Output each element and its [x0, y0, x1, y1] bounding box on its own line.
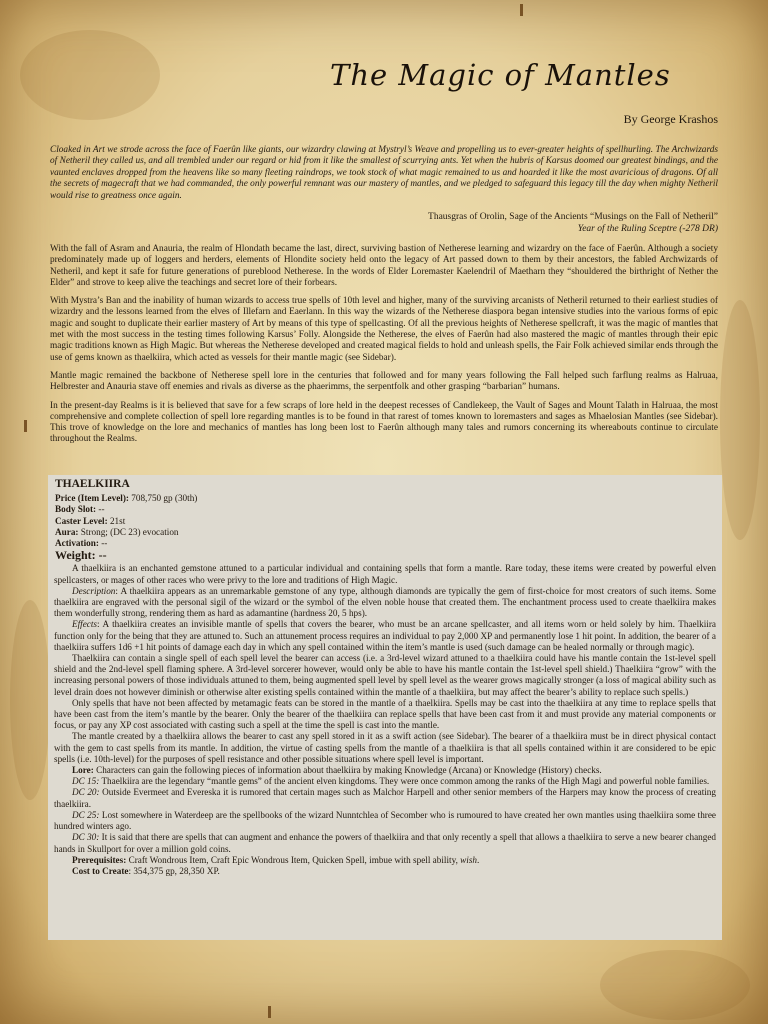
- prerequisites-wish: wish: [460, 854, 478, 865]
- dc25-label: DC 25:: [72, 809, 100, 820]
- sidebar-paragraph: A thaelkiira is an enchanted gemstone attuned to a particular individual and containing spells that form a mantle. Rare today, these items were created by powerful elven spellcasters, or mages of other races who were privy to the lore and traditions of High Magic.: [54, 563, 716, 585]
- effects-text: : A thaelkiira creates an invisible mantle of spells that covers the bearer, who must be an arcane spellcaster, and all items worn or held solely by him. Thaelkiira function only for the being that they are attuned to. Such an attunement process requires an individual to pay 2,000 XP and permanently lose 1 hit point. In addition, the bearer of a thaelkiira suffers 1d6 +1 hit points of damage each day in which any spell contained within the item’s mantle is used (such damage can be healed normally or through magic).: [54, 619, 716, 652]
- lore-text: Characters can gain the following pieces of information about thaelkiira by making Knowledge (Arcana) or Knowledge (History) checks.: [93, 765, 602, 776]
- sidebar-paragraph: Thaelkiira can contain a single spell of each spell level the bearer can access (i.e. a 3rd-level wizard attuned to a thaelkiira could have his mantle contain the 1st-level spell shield and the 2nd-level spell flaming sphere. A 3rd-level sorcerer however, would only be able to have his mantle contain the 1st-level spell shield.) Thaelkiira “grow” with the increasing personal powers of those individuals attuned to them, being augmented spell level by spell level as the wearer grows magically stronger (a loss of magical ability such as level drain does not however diminish or otherwise alter existing spells contained within the mantle of a thaelkiira, but may affect the bearer’s ability to replace such spells.): [54, 653, 716, 697]
- dc20-label: DC 20:: [72, 787, 100, 798]
- prerequisites-end: .: [477, 854, 480, 865]
- stat-value: Strong; (DC 23) evocation: [78, 526, 179, 537]
- description-text: : A thaelkiira appears as an unremarkable gemstone of any type, although diamonds are typically the gem of first-choice for most creators of such items. Some thaelkiira are engraved with the personal sigil of the wizard or the symbol of the elven noble house that created them. The enchantment process used to create thaelkiira makes them wonderfully strong, rendering them as hard as adamantine (hardness 20, 5 hps).: [54, 585, 716, 619]
- dc20-paragraph: [52, 787, 718, 809]
- dc30-label: DC 30:: [72, 832, 100, 843]
- dc25-paragraph: [52, 810, 718, 832]
- page-title: The Magic of Mantles: [330, 58, 671, 92]
- lore-paragraph: [52, 765, 718, 776]
- dc20-text: Outside Evermeet and Evereska it is rumored that certain mages such as Malchor Harpell and other senior members of the Harpers may know the process of creating thaelkiira.: [54, 787, 716, 809]
- stat-value: 708,750 gp (30th): [128, 493, 198, 504]
- stat-value: --: [96, 504, 105, 515]
- stat-label: Aura:: [55, 526, 79, 537]
- description-label: Description: [72, 585, 116, 596]
- dc25-text: Lost somewhere in Waterdeep are the spellbooks of the wizard Nunntchlea of Secomber who is rumoured to have created her own mantles using thaelkiira some three hundred winters ago.: [54, 809, 716, 832]
- body-paragraph: With the fall of Asram and Anauria, the realm of Hlondath became the last, direct, surviving bastion of Netherese learning and wizardry on the face of Faerûn. Although a society predominately made up of loggers and herders, elements of Hlondite society held onto the legacy of Art passed down to them by their ancestors, the fabled Archwizards of Netheril, and kept it safe for future generations of pureblood Netherese. In the words of Elder Loremaster Kaelendril of Maetharn they “shouldered the birthright of Nether the Elder” and strove to keep alive the teachings and secret lore of their forbears.: [50, 244, 718, 288]
- lore-label: Lore:: [72, 765, 94, 776]
- prerequisites-text: Craft Wondrous Item, Craft Epic Wondrous Item, Quicken Spell, imbue with spell ability,: [126, 854, 461, 865]
- body-paragraph: In the present-day Realms is it is believed that save for a few scraps of lore held in the deepest recesses of Candlekeep, the Vault of Sages and Mount Talath in Halruaa, the most comprehensive and complete collection of spell lore regarding mantles is to be found in that rarest of tomes known to loremasters and sages as Mhaelosian Mantles (see Sidebar). This trove of knowledge on the lore and mechanics of mantles has long been lost to Faerûn although many tales and rumors concerning its whereabouts continue to circulate throughout the Realms.: [50, 400, 718, 445]
- paper-stain: [600, 950, 750, 1020]
- byline: By George Krashos: [623, 112, 718, 126]
- stat-caster-level: [55, 516, 718, 527]
- stat-label: Activation:: [55, 538, 99, 549]
- stat-label: Body Slot:: [55, 504, 97, 515]
- thaelkiira-sidebar: [48, 475, 722, 940]
- cost-paragraph: [52, 866, 718, 877]
- dc15-paragraph: [52, 776, 718, 787]
- effects-label: Effects: [72, 619, 98, 630]
- cost-text: : 354,375 gp, 28,350 XP.: [128, 865, 220, 876]
- prerequisites-label: Prerequisites:: [72, 854, 127, 865]
- dc30-paragraph: [52, 832, 718, 854]
- stat-value: --: [98, 538, 108, 549]
- article-body: [50, 244, 718, 453]
- attribution-date: Year of the Ruling Sceptre (-278 DR): [577, 224, 718, 234]
- stat-value: 21st: [107, 515, 126, 526]
- sidebar-paragraph: [52, 586, 718, 620]
- prerequisites-paragraph: [52, 855, 718, 866]
- stat-body-slot: [55, 504, 718, 515]
- stat-price: [55, 493, 718, 504]
- paper-stain: [10, 600, 50, 800]
- dc30-text: It is said that there are spells that can augment and enhance the powers of thaelkiira and that only recently a spell that allows a thaelkiira to serve a new bearer changed hands in Skullport for over a million gold coins.: [54, 832, 717, 854]
- body-paragraph: With Mystra’s Ban and the inability of human wizards to access true spells of 10th level and higher, many of the surviving arcanists of Netheril returned to their earliest studies of wizardry and the lessons learned from the elves of Illefarn and Eaerlann. In this way the wizards of the Netherese diaspora began intensive studies into the various forms of epic magic and sought to duplicate their earlier mastery of Art by means of this type of spellcasting. Of all the previous heights of Netherese spellcraft, it was the magic of mantles that met with the most success in the testing times following Karsus’ Folly. Alongside the Netherese, the elves of Faerûn had also mastered the magic of mantles through their epic magic traditions known as High Magic. But whereas the Netherese developed and created magical fields to hold and unleash spells, the Fair Folk achieved similar ends through the use of gems known as thaelkiira, which acted as vessels for their mantle magic (see Sidebar).: [50, 296, 718, 363]
- paper-tear: [520, 4, 523, 16]
- attribution-source: Thausgras of Orolin, Sage of the Ancients “Musings on the Fall of Netheril”: [428, 212, 718, 222]
- quote-attribution: [428, 211, 718, 235]
- stat-weight: Weight: --: [55, 548, 107, 563]
- body-paragraph: Mantle magic remained the backbone of Netherese spell lore in the centuries that followed and for many years following the Fall helped such farflung realms as Halruaa, Helbrester and Anauria stave off enemies and rivals as diverse as the phaerimms, the serpentfolk and other grasping “barbarian” humans.: [50, 370, 718, 393]
- sidebar-heading: THAELKIIRA: [55, 478, 130, 490]
- paper-stain: [720, 300, 760, 540]
- stat-label: Price (Item Level):: [55, 493, 129, 504]
- stat-activation: [55, 538, 718, 549]
- dc15-label: DC 15:: [72, 776, 100, 787]
- paper-stain: [20, 30, 160, 120]
- cost-label: Cost to Create: [72, 865, 129, 876]
- stat-aura: [55, 527, 718, 538]
- paper-tear: [268, 1006, 271, 1018]
- intro-quote: Cloaked in Art we strode across the face of Faerûn like giants, our wizardry clawing at Mystryl’s Weave and propelling us to ever-greater heights of spellhurling. The Archwizards of Netheril they called us, and all trembled under our regard or hid from it like the smallest of scurrying ants. Yet when the hubris of Karsus doomed our greatest bindings, and the vaunted enclaves dropped from the heavens like so many fleeting raindrops, we took stock of what magic remained to us and hoarded it like the most avaricious of dragons. Of all the secrets of magecraft that we had commanded, the only powerful remnant was our mastery of mantles, and we pledged to safeguard this legacy till the day when mighty Netheril would rise to greatness once again.: [50, 145, 718, 201]
- stat-label: Caster Level:: [55, 515, 108, 526]
- paper-tear: [24, 420, 27, 432]
- dc15-text: Thaelkiira are the legendary “mantle gems” of the ancient elven kingdoms. They were once common among the ranks of the High Magi and powerful noble families.: [99, 776, 710, 787]
- sidebar-paragraph: [52, 619, 718, 653]
- sidebar-paragraph: Only spells that have not been affected by metamagic feats can be stored in the mantle of a thaelkiira. Spells may be cast into the thaelkiira at any time to replace spells that have been cast from the item’s mantle by the bearer. Only the bearer of the thaelkiira can replace spells that have been cast from it and must provide any material components or focus, or pay any XP cost associated with casting such a spell at the time the spell is cast into the mantle.: [54, 697, 716, 731]
- sidebar-paragraph: The mantle created by a thaelkiira allows the bearer to cast any spell stored in it as a swift action (see Sidebar). The bearer of a thaelkiira must be in direct physical contact with the gem to cast spells from its mantle. In addition, the virtue of casting spells from the mantle of a thaelkiira is that all spells contained within it are considered to be epic spells (i.e. 10th-level) for the purposes of spell resistance and other possible situations where spell level is important.: [54, 731, 716, 764]
